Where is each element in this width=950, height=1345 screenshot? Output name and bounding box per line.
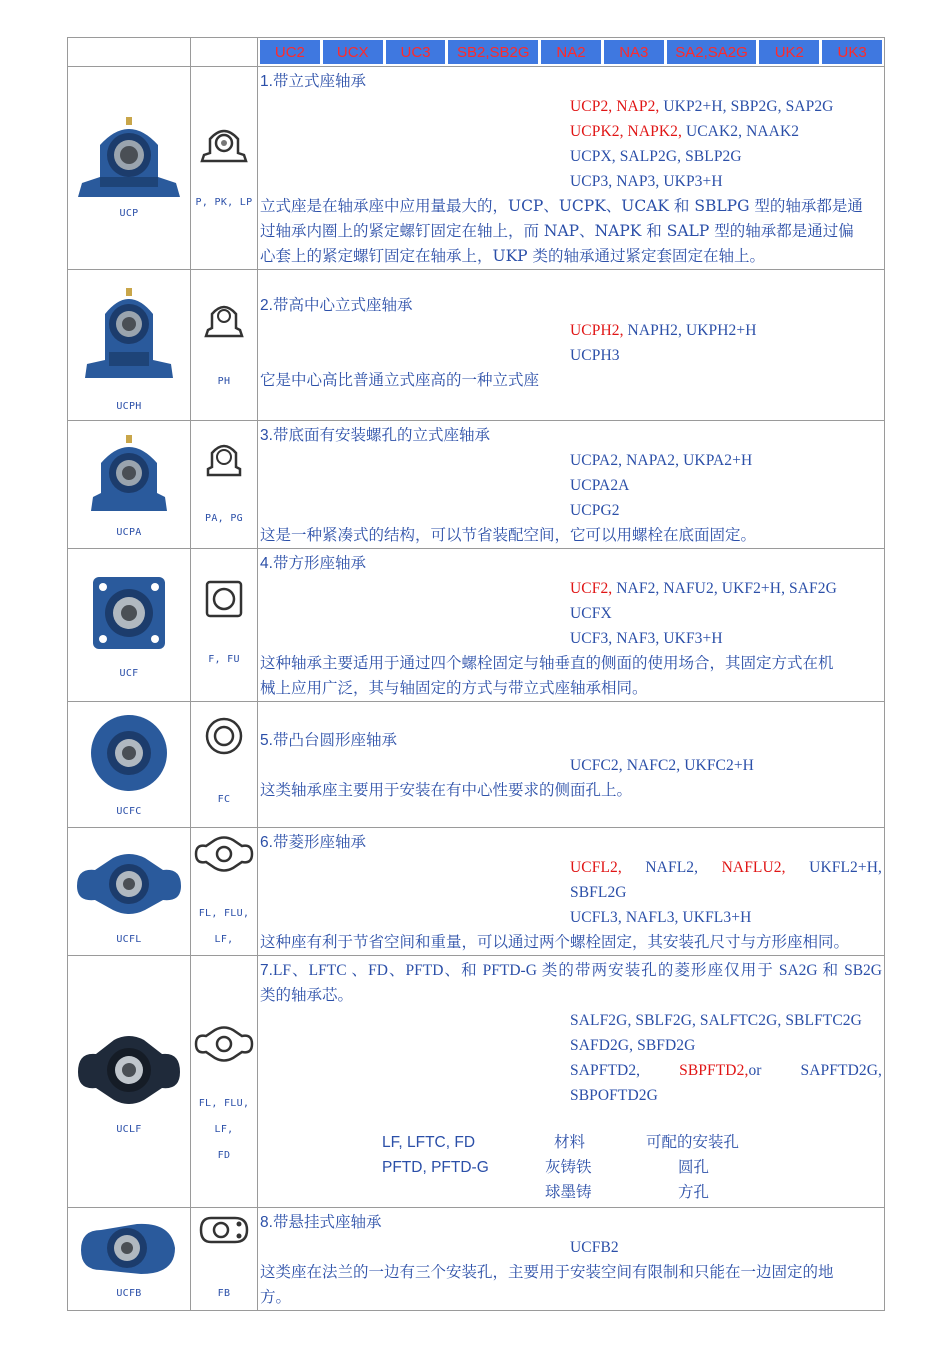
image-label: UCFC (116, 806, 142, 817)
image-cell (68, 1208, 191, 1311)
row-ucfl (68, 828, 885, 956)
image-label: UCPA (116, 527, 142, 538)
image-label: UCP (119, 208, 139, 219)
image-cell (68, 828, 191, 956)
model-code: UCPK2, (570, 123, 628, 140)
description-line: 它是中心高比普通立式座高的一种立式座 (260, 371, 540, 389)
section-title (260, 551, 882, 576)
section-title-text: 带悬挂式座轴承 (272, 1213, 382, 1231)
model-code: UCF2, (570, 580, 617, 597)
row-ucph (68, 270, 885, 421)
model-line (260, 905, 882, 930)
description-line: 这类轴承座主要用于安装在有中心性要求的侧面孔上。 (260, 781, 633, 799)
model-code: UCFL3, NAFL3, UKFL3+H (570, 909, 752, 926)
model-line (260, 1008, 882, 1033)
pillow-block-outline-icon (196, 121, 252, 167)
section-title (260, 423, 882, 448)
model-code: or (748, 1062, 762, 1079)
section-number: 5. (260, 732, 273, 749)
model-code: NAFL2, (645, 859, 699, 876)
shape-label-line: FL, FLU, LF, (198, 908, 250, 945)
description-line: 方。 (260, 1288, 292, 1306)
model-code: SBPFTD2, (679, 1062, 749, 1079)
content-cell (258, 549, 885, 702)
series-uc2: UC2 (260, 40, 320, 64)
round-flange-outline-icon (204, 716, 244, 756)
series-uk2: UK2 (759, 40, 819, 64)
shape-label-line: FL, FLU, LF, (198, 1098, 250, 1135)
model-code: UCFX (570, 605, 612, 622)
model-code: NAP2, (616, 98, 664, 115)
model-code: NAF2, NAFU2, UKF2+H, SAF2G (616, 580, 837, 597)
section-title-text: 带底面有安装螺孔的立式座轴承 (272, 426, 490, 444)
shape-cell (191, 67, 258, 270)
section-title-text: 带立式座轴承 (272, 72, 366, 90)
three-bolt-flange-outline-icon (197, 1214, 251, 1246)
model-code: UCPG2 (570, 502, 620, 519)
header-blank-2 (191, 38, 258, 67)
row-uclf (68, 956, 885, 1208)
section-title (260, 958, 882, 983)
section-number: 8. (260, 1214, 273, 1231)
model-code: SALF2G, SBLF2G, SALFTC2G, SBLFTC2G (570, 1012, 862, 1029)
high-center-pillow-block-photo (79, 280, 179, 390)
model-code: SAPFTD2, (570, 1062, 641, 1079)
series-uk3: UK3 (822, 40, 882, 64)
description-line: 这类座在法兰的一边有三个安装孔，主要用于安装空间有限制和只能在一边固定的地 (260, 1263, 834, 1281)
image-cell (68, 270, 191, 421)
oval-flange-outline-icon (193, 1024, 255, 1064)
model-line (260, 144, 882, 169)
model-code: SAPFTD2G, (800, 1062, 882, 1079)
shape-cell (191, 1208, 258, 1311)
model-code: UCPH2, (570, 322, 628, 339)
shape-label: FB (217, 1288, 231, 1299)
model-line (260, 343, 882, 368)
model-line (260, 1235, 882, 1260)
row-ucfc (68, 702, 885, 828)
series-sa2: SA2,SA2G (667, 40, 757, 64)
section-number: 4. (260, 555, 273, 572)
model-line (260, 473, 882, 498)
model-code: NAPH2, UKPH2+H (627, 322, 757, 339)
section-title-text: 带菱形座轴承 (272, 833, 366, 851)
model-line (570, 855, 882, 880)
model-line (260, 753, 882, 778)
material-types-column (382, 1130, 489, 1180)
series-uc3: UC3 (386, 40, 446, 64)
square-flange-bearing-photo (87, 571, 171, 655)
shape-cell (191, 549, 258, 702)
model-line (570, 1058, 882, 1083)
mounting-hole-value: 圆孔 (678, 1158, 710, 1176)
content-cell (258, 67, 885, 270)
high-pillow-outline-icon (202, 300, 246, 340)
bearing-table (67, 37, 885, 1311)
section-title (260, 1210, 882, 1235)
section-title (260, 830, 882, 855)
content-cell (258, 421, 885, 549)
header-blank-1 (68, 38, 191, 67)
model-line (260, 169, 882, 194)
section-title (260, 293, 882, 318)
section-number: 3. (260, 427, 273, 444)
header-row (68, 38, 885, 67)
shape-label: PH (217, 376, 231, 387)
square-flange-outline-icon (204, 579, 244, 619)
section-number: 7. (260, 962, 273, 979)
model-code: SBFL2G (570, 884, 627, 901)
material-column (545, 1130, 592, 1205)
content-cell (258, 270, 885, 421)
description-line: 心套上的紧定螺钉固定在轴承上，UKP 类的轴承通过紧定套固定在轴上。 (260, 247, 766, 265)
description-line: 这是一种紧凑式的结构，可以节省装配空间，它可以用螺栓在底面固定。 (260, 526, 757, 544)
shape-label: P, PK, LP (195, 197, 253, 208)
oval-flange-sa-bearing-photo (74, 1026, 184, 1110)
section-title (260, 69, 882, 94)
shape-label-line: FD (217, 1150, 231, 1161)
section-title-text: 带高中心立式座轴承 (272, 296, 413, 314)
row-ucf (68, 549, 885, 702)
model-code: UCPX, SALP2G, SBLP2G (570, 148, 742, 165)
description-line: 过轴承内圈上的紧定螺钉固定在轴上，而 NAP、NAPK 和 SALP 型的轴承都是通过偏 (260, 222, 854, 240)
section-title-continued: 类的轴承芯。 (260, 986, 354, 1004)
description-line: 立式座是在轴承座中应用量最大的，UCP、UCPK、UCAK 和 SBLPG 型的轴承都是通 (260, 197, 863, 215)
section-number: 1. (260, 73, 273, 90)
shape-label: F, FU (208, 654, 240, 665)
oval-flange-bearing-photo (73, 846, 185, 918)
model-line (260, 498, 882, 523)
material-type: PFTD, PFTD-G (382, 1159, 489, 1176)
model-line (260, 1083, 882, 1108)
pillow-block-bearing-photo (74, 105, 184, 215)
image-label: UCPH (116, 401, 142, 412)
shape-cell (191, 956, 258, 1208)
model-line (260, 448, 882, 473)
section-title-text: 带凸台圆形座轴承 (272, 731, 397, 749)
material-value: 灰铸铁 (545, 1158, 592, 1176)
content-cell (258, 1208, 885, 1311)
model-code: UCP2, (570, 98, 617, 115)
mounting-hole-value: 方孔 (678, 1183, 710, 1201)
model-line (260, 94, 882, 119)
model-code: UCP3, NAP3, UKP3+H (570, 173, 723, 190)
model-code: SAFD2G, SBFD2G (570, 1037, 696, 1054)
image-label: UCFL (116, 934, 142, 945)
model-code: UCF3, NAF3, UKF3+H (570, 630, 723, 647)
section-title-text: LF、LFTC 、FD、PFTD、和 PFTD-G 类的带两安装孔的菱形座仅用于 SA2G 和 SB2G (272, 962, 882, 979)
description-line: 械上应用广泛，其与轴固定的方式与带立式座轴承相同。 (260, 679, 648, 697)
series-header (258, 38, 885, 67)
material-header: 材料 (554, 1133, 586, 1151)
model-code: UKP2+H, SBP2G, SAP2G (663, 98, 834, 115)
shape-cell (191, 828, 258, 956)
section-title-text: 带方形座轴承 (272, 554, 366, 572)
series-sb2: SB2,SB2G (448, 40, 538, 64)
series-ucx: UCX (323, 40, 383, 64)
shape-label: PA, PG (205, 513, 243, 524)
image-cell (68, 956, 191, 1208)
image-label: UCF (119, 668, 139, 679)
image-label: UCLF (116, 1124, 142, 1135)
model-code: SBPOFTD2G (570, 1087, 658, 1104)
model-line (260, 318, 882, 343)
mounting-hole-header: 可配的安装孔 (646, 1133, 740, 1151)
mounting-hole-column (646, 1130, 739, 1205)
model-line (260, 880, 882, 905)
series-na2: NA2 (541, 40, 601, 64)
shape-cell (191, 270, 258, 421)
model-code: UCPA2A (570, 477, 630, 494)
description-line: 这种轴承主要适用于通过四个螺栓固定与轴垂直的侧面的使用场合，其固定方式在机 (260, 654, 834, 672)
row-ucpa (68, 421, 885, 549)
content-cell (258, 828, 885, 956)
model-line (260, 626, 882, 651)
row-ucp (68, 67, 885, 270)
section-number: 2. (260, 297, 273, 314)
model-code: NAFLU2, (721, 859, 786, 876)
image-cell (68, 67, 191, 270)
three-bolt-flange-bearing-photo (75, 1212, 183, 1282)
material-type: LF, LFTC, FD (382, 1134, 476, 1151)
oval-flange-outline-icon (193, 834, 255, 874)
model-code: UCAK2, NAAK2 (685, 123, 800, 140)
description-line: 这种座有利于节省空间和重量，可以通过两个螺栓固定，其安装孔尺寸与方形座相同。 (260, 933, 850, 951)
image-cell (68, 549, 191, 702)
content-cell (258, 702, 885, 828)
image-cell (68, 702, 191, 828)
section-number: 6. (260, 834, 273, 851)
model-code: UCFB2 (570, 1239, 619, 1256)
content-cell (258, 956, 885, 1208)
model-code: UKFL2+H, (809, 859, 882, 876)
model-code: UCFL2, (570, 859, 622, 876)
model-code: NAPK2, (627, 123, 686, 140)
model-line (260, 119, 882, 144)
model-code: UCPA2, NAPA2, UKPA2+H (570, 452, 753, 469)
shape-cell (191, 702, 258, 828)
image-cell (68, 421, 191, 549)
section-title (260, 728, 882, 753)
material-value: 球墨铸 (545, 1183, 592, 1201)
model-line (260, 601, 882, 626)
tapped-base-outline-icon (202, 439, 246, 479)
series-na3: NA3 (604, 40, 664, 64)
shape-label (191, 1091, 257, 1169)
model-line (260, 576, 882, 601)
model-code: UCPH3 (570, 347, 620, 364)
round-flange-bearing-photo (86, 710, 172, 796)
tapped-base-pillow-block-photo (81, 427, 177, 523)
model-code: UCFC2, NAFC2, UKFC2+H (570, 757, 754, 774)
row-ucfb (68, 1208, 885, 1311)
model-line (260, 1033, 882, 1058)
image-label: UCFB (116, 1288, 142, 1299)
shape-cell (191, 421, 258, 549)
shape-label: FC (217, 794, 231, 805)
